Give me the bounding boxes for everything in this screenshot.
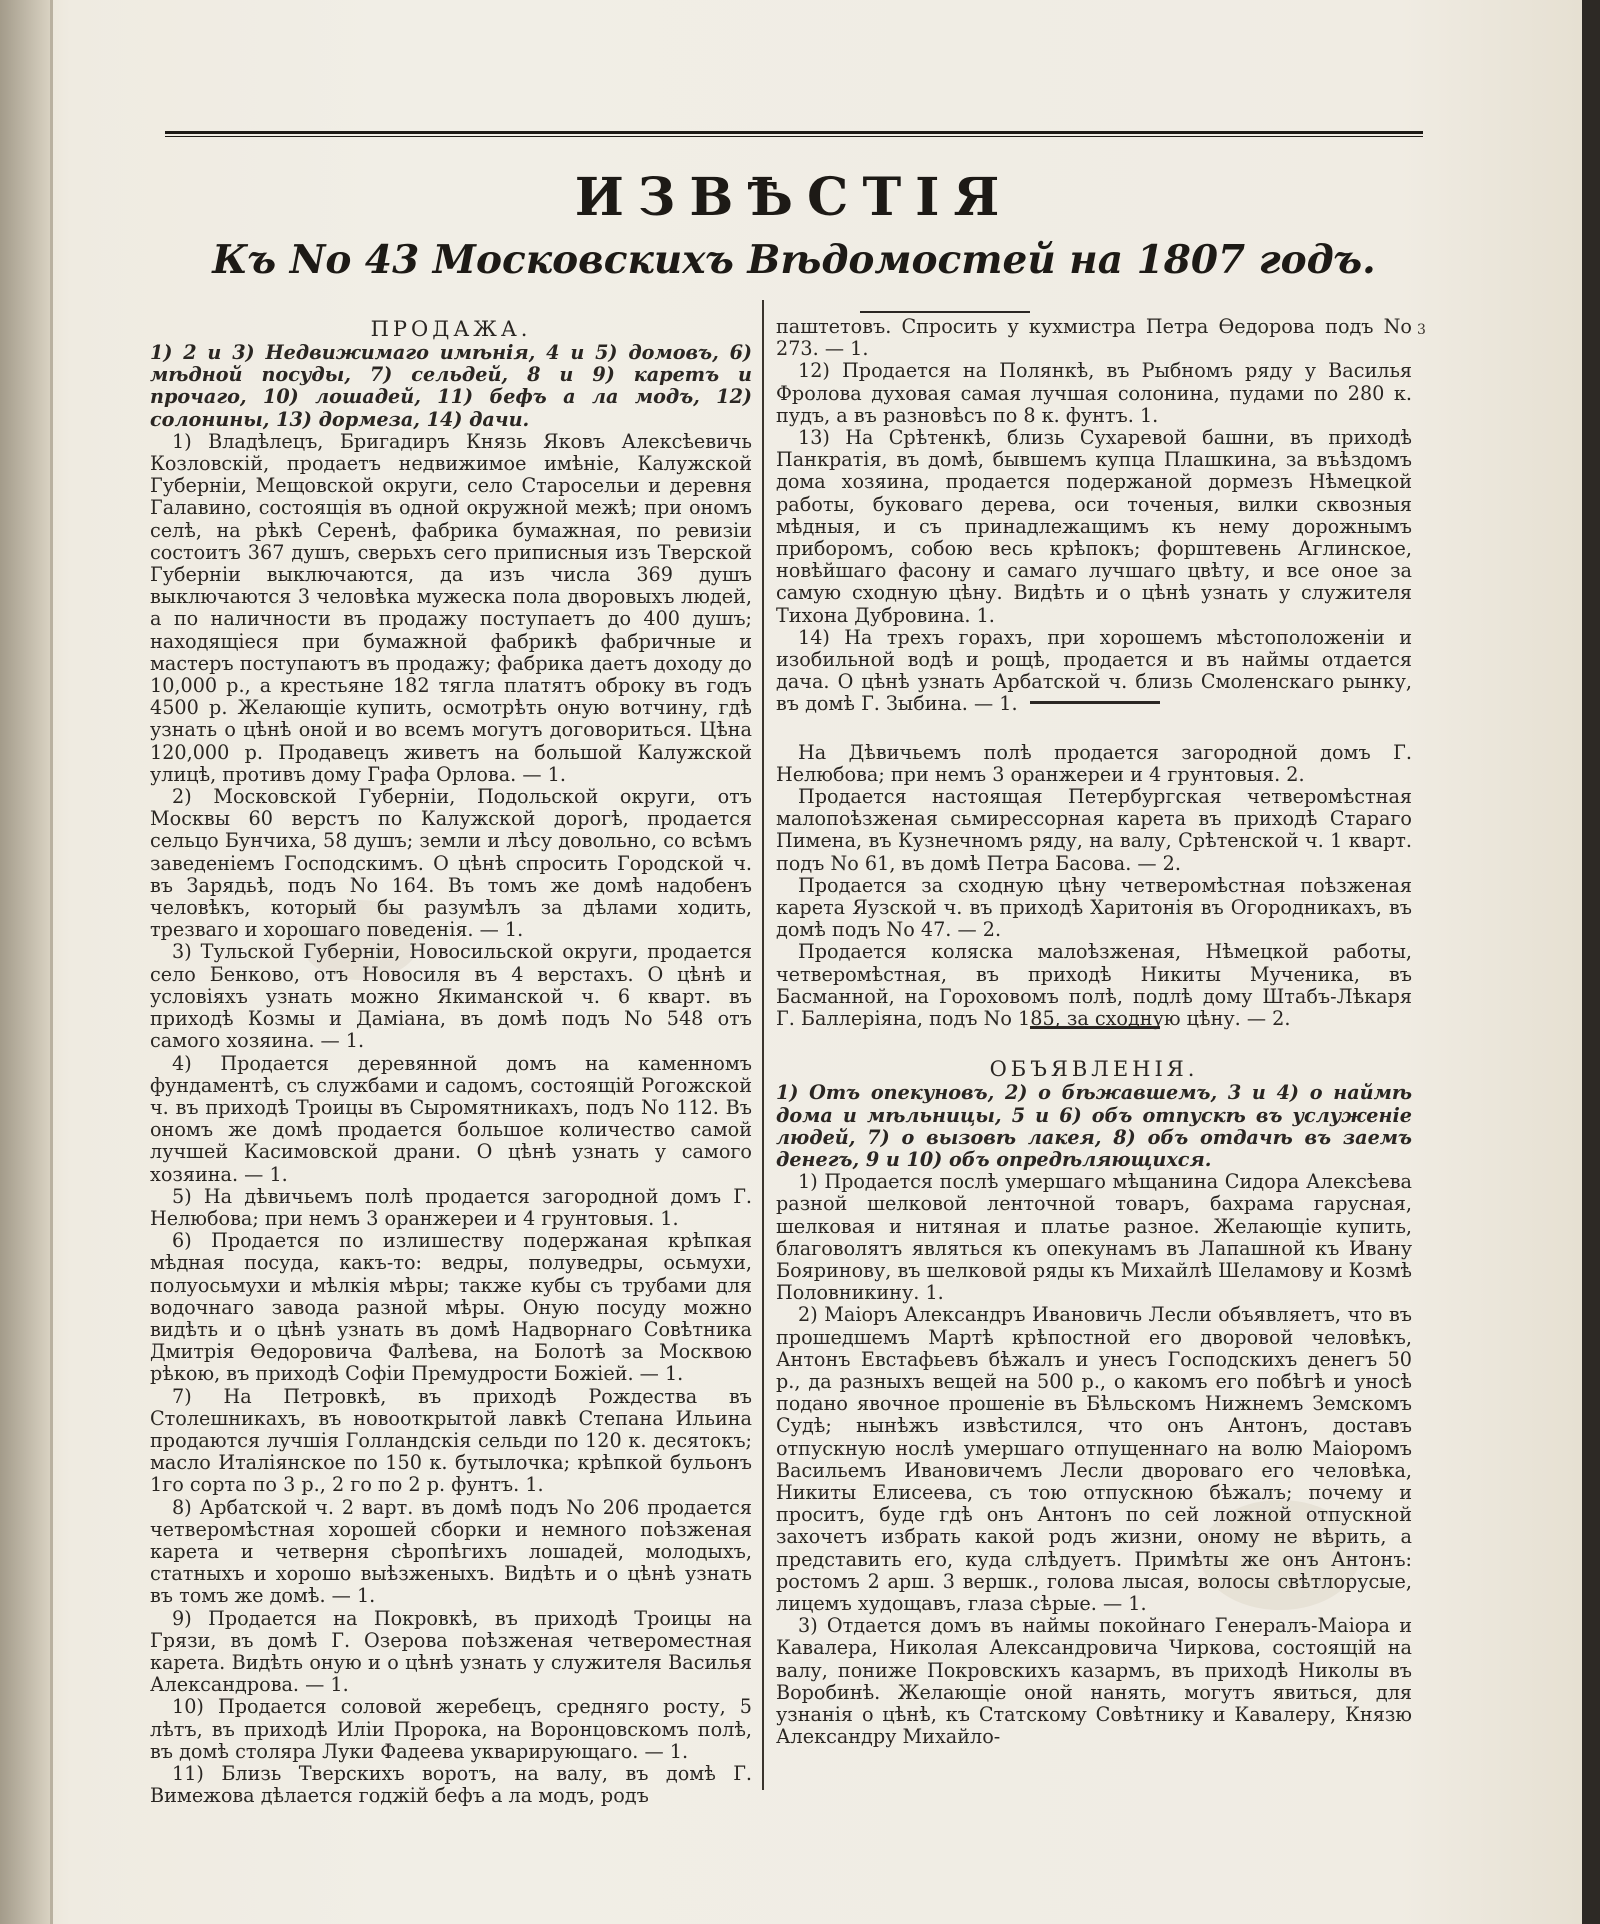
right-column <box>776 316 1412 1748</box>
masthead-subtitle: Къ No 43 Московскихъ Вѣдомостей на 1807 годъ. <box>212 237 1376 283</box>
notice-paragraph: 2) Маіоръ Александръ Ивановичь Лесли объявляетъ, что въ прошедшемъ Мартѣ крѣпостной его дворовой человѣкъ, Антонъ Евстафьевъ бѣжалъ и унесъ Господскихъ денегъ 50 р., да разныхъ вещей на 500 р., о какомъ его побѣгѣ и уносѣ подано явочное прошеніе въ Бѣльскомъ Нижнемъ Земскомъ Судѣ; нынѣжъ извѣстился, что онъ Антонъ, доставъ отпускную нослѣ умершаго отпущеннаго на волю Маіоромъ Васильемъ Ивановичемъ Лесли двороваго его человѣка, Никиты Елисеева, съ тою отпускною бѣжалъ; почему и проситъ, буде гдѣ онъ Антонъ по сей ложной отпускной захочетъ избрать какой родъ жизни, оному не вѣрить, а представить его, куда слѣдуетъ. Примѣты же онъ Антонъ: ростомъ 2 арш. 3 вершк., голова лысая, волосы свѣтлорусые, лицемъ худощавъ, глаза сѣрые. — 1. <box>776 1303 1412 1615</box>
left-column <box>150 316 752 1807</box>
notice-paragraph: 13) На Срѣтенкѣ, близь Сухаревой башни, въ приходѣ Панкратія, въ домѣ, бывшемъ купца Плашкина, за въѣздомъ дома хозяина, продается подержаной дормезъ Нѣмецкой работы, буковаго дерева, оси точеныя, вилки сквозныя мѣдныя, и съ принадлежащимъ къ нему дорожнымъ приборомъ, собою весь крѣпокъ; форштевень Аглинское, новѣйшаго фасону и самаго лучшаго цвѣту, и все оное за самую сходную цѣну. Видѣть и о цѣнѣ узнать у служителя Тихона Дубровина. 1. <box>776 426 1412 627</box>
spacer <box>776 716 1412 742</box>
notice-paragraph: 14) На трехъ горахъ, при хорошемъ мѣстоположеніи и изобильной водѣ и рощѣ, продается и въ наймы отдается дача. О цѣнѣ узнать Арбатской ч. близь Смоленскаго рынку, въ домѣ Г. Зыбина. — 1. <box>776 625 1412 716</box>
notice-paragraph: 6) Продается по излишеству подержаная крѣпкая мѣдная посуда, какъ-то: ведры, полуведры, осьмухи, полуосьмухи и мѣлкія мѣры; также кубы съ трубами для водочнаго завода разной мѣры. Оную посуду можно видѣть и о цѣнѣ узнать въ домѣ Надворнаго Совѣтника Дмитрія Ѳедоровича Фалѣева, на Болотѣ за Москвою рѣкою, въ приходѣ Софіи Премудрости Божіей. — 1. <box>150 1229 752 1386</box>
notice-paragraph: 1) Владѣлецъ, Бригадиръ Князь Яковъ Алексѣевичь Козловскій, продаетъ недвижимое имѣніе, Калужской Губерніи, Мещовской округи, село Старосельи и деревня Галавино, состоящія въ одной окружной межѣ; при ономъ селѣ, на рѣкѣ Серенѣ, фабрика бумажная, по ревизіи состоитъ 367 душъ, сверьхъ сего приписныя изъ Тверской Губерніи выключаются, да изъ числа 369 душъ выключаются 3 человѣка мужеска пола дворовыхъ людей, а по наличности въ продажу поступаетъ до 400 душъ; находящіеся при бумажной фабрикѣ фабричные и мастеръ поступаютъ въ продажу; фабрика даетъ доходу до 10,000 р., а крестьяне 182 тягла платятъ оброку въ годъ 4500 р. Желающіе купить, осмотрѣть оную вотчину, гдѣ узнать о цѣнѣ оной и во всемъ могутъ договориться. Цѣна 120,000 р. Продавецъ живетъ на большой Калужской улицѣ, противъ дому Графа Орлова. — 1. <box>150 429 752 786</box>
section-title-sale: ПРОДАЖА. <box>370 317 532 341</box>
notice-paragraph: 3) Отдается домъ въ наймы покойнаго Генералъ-Маіора и Кавалера, Николая Александровича Чиркова, состоящій на валу, пониже Покровскихъ казармъ, въ приходѣ Николы въ Воробинѣ. Желающіе оной нанять, могутъ явиться, для узнанія о цѣнѣ, къ Статскому Совѣтнику и Кавалеру, Князю Александру Михайло- <box>776 1614 1412 1749</box>
book-spine-shadow <box>0 0 50 1924</box>
notice-paragraph: 8) Арбатской ч. 2 варт. въ домѣ подъ No 206 продается четверомѣстная хорошей сборки и немного поѣзженая карета и четверня сѣропѣгихъ лошадей, молодыхъ, статныхъ и хорошо выѣзженыхъ. Видѣть и о цѣнѣ узнать въ томъ же домѣ. — 1. <box>150 1495 752 1608</box>
section-header-announcements: 1) Отъ опекуновъ, 2) о бѣжавшемъ, 3 и 4) о наймѣ дома и мѣльницы, 5 и 6) объ отпускѣ въ услуженіе людей, 7) о вызовѣ лакея, 8) объ отдачѣ въ заемъ денегъ, 9 и 10) объ опредѣляющихся. <box>776 1081 1412 1171</box>
notice-paragraph: 10) Продается соловой жеребецъ, средняго росту, 5 лѣтъ, въ приходѣ Иліи Пророка, на Воронцовскомъ полѣ, въ домѣ столяра Луки Фадеева укварирующаго. — 1. <box>150 1695 752 1763</box>
masthead-title: ИЗВѢСТІЯ <box>574 167 1014 228</box>
page-gutter <box>50 0 53 1924</box>
masthead-underline <box>860 311 1030 313</box>
page-marker: 3 <box>1417 322 1426 338</box>
notice-paragraph: 9) Продается на Покровкѣ, въ приходѣ Троицы на Грязи, въ домѣ Г. Озерова поѣзженая четвероместная карета. Видѣть оную и о цѣнѣ узнать у служителя Василья Александрова. — 1. <box>150 1606 752 1697</box>
spacer <box>776 1030 1412 1056</box>
notice-paragraph: 11) Близь Тверскихъ воротъ, на валу, въ домѣ Г. Вимежова дѣлается годжій бефъ а ла модъ, родъ <box>150 1762 752 1808</box>
notice-paragraph: Продается настоящая Петербургская четверомѣстная малопоѣзженая сьмирессорная карета въ приходѣ Стараго Пимена, въ Кузнечномъ ряду, на валу, Срѣтенской ч. 1 кварт. подъ No 61, въ домѣ Петра Басова. — 2. <box>776 785 1412 875</box>
section-separator <box>1030 701 1160 704</box>
notice-paragraph: 2) Московской Губерніи, Подольской округи, отъ Москвы 60 верстъ по Калужской дорогѣ, продается сельцо Бунчиха, 58 душъ; земли и лѣсу довольно, со всѣмъ заведеніемъ Господскимъ. О цѣнѣ спросить Городской ч. въ Зарядьѣ, подъ No 164. Въ томъ же домѣ надобенъ человѣкъ, который бы разумѣлъ за дѣлами ходить, трезваго и хорошаго поведенія. — 1. <box>150 785 752 942</box>
masthead <box>165 167 1423 288</box>
notice-paragraph: паштетовъ. Спросить у кухмистра Петра Ѳедорова подъ No 273. — 1. <box>776 315 1412 361</box>
masthead-rule-thin <box>165 136 1423 137</box>
notice-paragraph: На Дѣвичьемъ полѣ продается загородной домъ Г. Нелюбова; при немъ 3 оранжереи и 4 грунтовыя. 2. <box>776 740 1412 786</box>
notice-paragraph: Продается за сходную цѣну четверомѣстная поѣзженая карета Яузской ч. въ приходѣ Харитонія въ Огородникахъ, въ домѣ подъ No 47. — 2. <box>776 873 1412 942</box>
notice-paragraph: 7) На Петровкѣ, въ приходѣ Рождества въ Столешникахъ, въ новооткрытой лавкѣ Степана Ильина продаются лучшія Голландскія сельди по 120 к. десятокъ; масло Италіянское по 150 к. бутылочка; крѣпкой бульонъ 1го сорта по 3 р., 2 го по 2 р. фунтъ. 1. <box>150 1384 752 1497</box>
section-separator <box>1030 1026 1160 1029</box>
notice-paragraph: 4) Продается деревянной домъ на каменномъ фундаментѣ, съ службами и садомъ, состоящій Рогожской ч. въ приходѣ Троицы въ Сыромятникахъ, подъ No 112. Въ ономъ же домѣ продается большое количество самой лучшей Касимовской драни. О цѣнѣ узнать у самого хозяина. — 1. <box>150 1051 752 1186</box>
notice-paragraph: 3) Тульской Губерніи, Новосильской округи, продается село Бенково, отъ Новосиля въ 4 верстахъ. О цѣнѣ и условіяхъ узнать можно Якиманской ч. 6 кварт. въ приходѣ Козмы и Даміана, въ домѣ подъ No 548 отъ самого хозяина. — 1. <box>150 940 752 1053</box>
notice-paragraph: 12) Продается на Полянкѣ, въ Рыбномъ ряду у Василья Фролова духовая самая лучшая солонина, пудами по 280 к. пудъ, а въ разновѣсъ по 8 к. фунтъ. 1. <box>776 359 1412 427</box>
notice-paragraph: Продается коляска малоѣзженая, Нѣмецкой работы, четверомѣстная, въ приходѣ Никиты Мученика, въ Басманной, на Гороховомъ полѣ, подлѣ дому Штабъ-Лѣкаря Г. Баллеріяна, подъ No 185, за сходную цѣну. — 2. <box>776 940 1412 1031</box>
masthead-rule-thick <box>165 131 1423 134</box>
column-divider <box>762 300 764 1790</box>
section-title-announcements: ОБЪЯВЛЕНІЯ. <box>989 1057 1199 1082</box>
section-header-sale: 1) 2 и 3) Недвижимаго имѣнія, 4 и 5) домовъ, 6) мѣдной посуды, 7) сельдей, 8 и 9) каретъ и прочаго, 10) лошадей, 11) бефъ а ла модъ, 12) солонины, 13) дормеза, 14) дачи. <box>150 341 752 431</box>
notice-paragraph: 5) На дѣвичьемъ полѣ продается загородной домъ Г. Нелюбова; при немъ 3 оранжереи и 4 грунтовыя. 1. <box>150 1184 752 1230</box>
notice-paragraph: 1) Продается послѣ умершаго мѣщанина Сидора Алексѣева разной шелковой ленточной товаръ, бахрама гарусная, шелковая и нитяная и платье разное. Желающіе купить, благоволятъ являться къ опекунамъ въ Лапашной къ Ивану Бояринову, въ шелковой ряды къ Михайлѣ Шеламову и Козмѣ Половникину. 1. <box>776 1170 1412 1305</box>
